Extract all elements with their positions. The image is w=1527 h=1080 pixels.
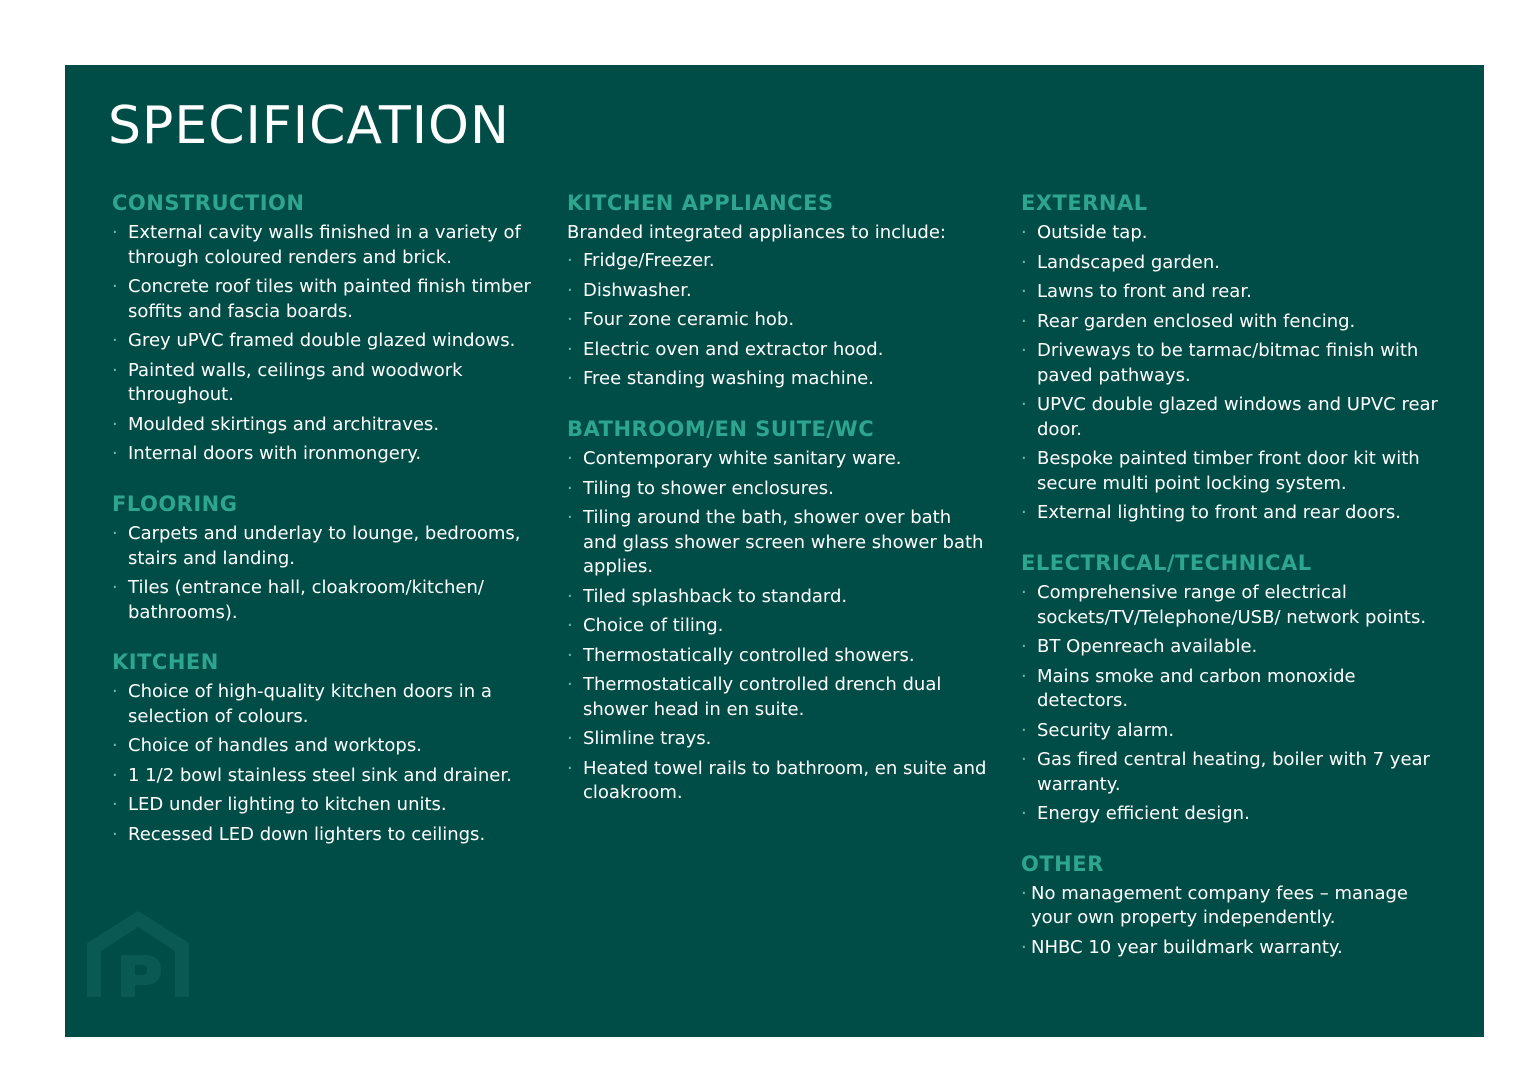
section-construction	[112, 190, 532, 467]
list-item: · Painted walls, ceilings and woodwork throughout.	[112, 359, 532, 408]
list-item: · Choice of handles and worktops.	[112, 734, 532, 759]
list-item: · Energy efficient design.	[1021, 802, 1441, 827]
specification-panel	[65, 65, 1484, 1037]
item-list	[567, 447, 987, 806]
list-item: · LED under lighting to kitchen units.	[112, 793, 532, 818]
section-kitchen-appliances	[567, 190, 987, 392]
section-heading: OTHER	[1021, 851, 1104, 876]
list-item: · Tiles (entrance hall, cloakroom/kitchen/ bathrooms).	[112, 576, 532, 625]
list-item: · Rear garden enclosed with fencing.	[1021, 310, 1441, 335]
list-item: · Choice of high-quality kitchen doors in a selection of colours.	[112, 680, 532, 729]
section-heading: FLOORING	[112, 491, 238, 516]
list-item: · Carpets and underlay to lounge, bedrooms, stairs and landing.	[112, 522, 532, 571]
column-right	[1021, 190, 1441, 984]
item-list	[1021, 581, 1441, 827]
list-item: · Free standing washing machine.	[567, 367, 987, 392]
section-electrical	[1021, 550, 1441, 827]
list-item: · Bespoke painted timber front door kit with secure multi point locking system.	[1021, 447, 1441, 496]
list-item: · Fridge/Freezer.	[567, 249, 987, 274]
list-item: · Outside tap.	[1021, 221, 1441, 246]
section-heading: KITCHEN APPLIANCES	[567, 191, 834, 215]
section-bathroom	[567, 416, 987, 806]
section-heading: KITCHEN	[112, 650, 219, 675]
list-item: · NHBC 10 year buildmark warranty.	[1021, 936, 1441, 961]
list-item: · Heated towel rails to bathroom, en suite and cloakroom.	[567, 757, 987, 806]
list-item: · BT Openreach available.	[1021, 635, 1441, 660]
page-title: SPECIFICATION	[108, 96, 510, 156]
section-flooring	[112, 491, 532, 625]
section-kitchen	[112, 649, 532, 847]
house-p-logo-icon	[83, 907, 193, 997]
list-item: · Slimline trays.	[567, 727, 987, 752]
list-item: · Tiling around the bath, shower over bath and glass shower screen where shower bath applies.	[567, 506, 987, 580]
item-list	[112, 221, 532, 467]
item-list	[1021, 221, 1441, 526]
list-item: · External cavity walls finished in a variety of through coloured renders and brick.	[112, 221, 532, 270]
list-item: · Mains smoke and carbon monoxide detectors.	[1021, 665, 1441, 714]
section-heading: EXTERNAL	[1021, 191, 1148, 215]
section-external	[1021, 190, 1441, 526]
list-item: · Gas fired central heating, boiler with 7 year warranty.	[1021, 748, 1441, 797]
list-item: · Landscaped garden.	[1021, 251, 1441, 276]
list-item: · Comprehensive range of electrical sockets/TV/Telephone/USB/ network points.	[1021, 581, 1441, 630]
list-item: · External lighting to front and rear doors.	[1021, 501, 1441, 526]
list-item: · Grey uPVC framed double glazed windows.	[112, 329, 532, 354]
list-item: · Moulded skirtings and architraves.	[112, 413, 532, 438]
list-item: · Tiled splashback to standard.	[567, 585, 987, 610]
section-other	[1021, 851, 1441, 961]
section-heading: BATHROOM/EN SUITE/WC	[567, 416, 875, 441]
section-heading: CONSTRUCTION	[112, 191, 305, 215]
list-item: · Electric oven and extractor hood.	[567, 338, 987, 363]
list-item: · Contemporary white sanitary ware.	[567, 447, 987, 472]
item-list	[112, 680, 532, 847]
list-item: · Recessed LED down lighters to ceilings.	[112, 823, 532, 848]
item-list	[567, 249, 987, 392]
list-item: · Security alarm.	[1021, 719, 1441, 744]
list-item: · UPVC double glazed windows and UPVC rear door.	[1021, 393, 1441, 442]
list-item: · Thermostatically controlled showers.	[567, 644, 987, 669]
list-item: · Lawns to front and rear.	[1021, 280, 1441, 305]
section-intro: Branded integrated appliances to include:	[567, 222, 946, 244]
list-item: · Concrete roof tiles with painted finish timber soffits and fascia boards.	[112, 275, 532, 324]
item-list	[112, 522, 532, 625]
list-item: · Dishwasher.	[567, 279, 987, 304]
section-heading: ELECTRICAL/TECHNICAL	[1021, 550, 1312, 575]
item-list	[1021, 882, 1441, 961]
list-item: · Tiling to shower enclosures.	[567, 477, 987, 502]
list-item: · Internal doors with ironmongery.	[112, 442, 532, 467]
column-middle	[567, 190, 987, 830]
list-item: · Thermostatically controlled drench dual shower head in en suite.	[567, 673, 987, 722]
column-left	[112, 190, 532, 871]
list-item: · Choice of tiling.	[567, 614, 987, 639]
list-item: · Driveways to be tarmac/bitmac finish with paved pathways.	[1021, 339, 1441, 388]
list-item: · 1 1/2 bowl stainless steel sink and drainer.	[112, 764, 532, 789]
list-item: · No management company fees – manage your own property independently.	[1021, 882, 1441, 931]
list-item: · Four zone ceramic hob.	[567, 308, 987, 333]
